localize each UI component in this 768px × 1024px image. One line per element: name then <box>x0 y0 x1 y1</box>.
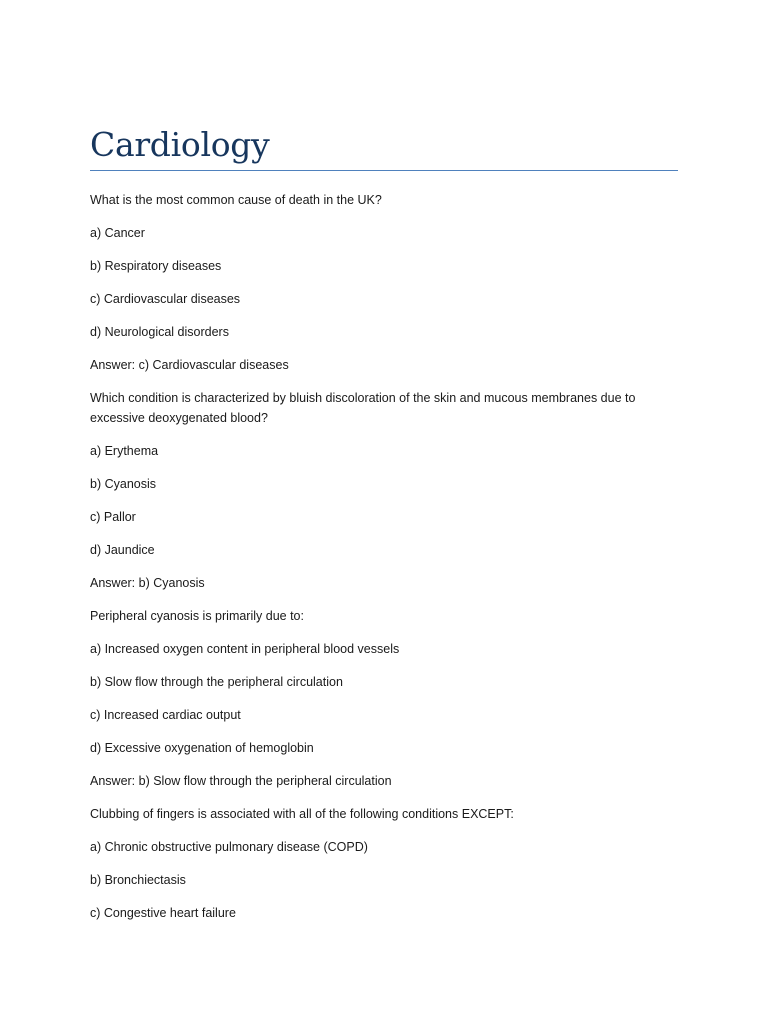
question-2-option-c: c) Pallor <box>90 510 136 524</box>
question-3-option-d: d) Excessive oxygenation of hemoglobin <box>90 741 314 755</box>
title-underline <box>90 170 678 171</box>
question-3-answer: Answer: b) Slow flow through the peripheral circulation <box>90 774 392 788</box>
page-title: Cardiology <box>90 125 270 164</box>
question-2-option-d: d) Jaundice <box>90 543 155 557</box>
question-1-option-b: b) Respiratory diseases <box>90 259 222 273</box>
question-1-option-d: d) Neurological disorders <box>90 325 229 339</box>
question-2-answer: Answer: b) Cyanosis <box>90 576 205 590</box>
question-1-option-c: c) Cardiovascular diseases <box>90 292 241 306</box>
question-4: Clubbing of fingers is associated with all of the following conditions EXCEPT: <box>90 807 514 821</box>
question-4-option-c: c) Congestive heart failure <box>90 906 236 920</box>
question-3-option-b: b) Slow flow through the peripheral circulation <box>90 675 343 689</box>
question-2-option-b: b) Cyanosis <box>90 477 156 491</box>
question-1: What is the most common cause of death in the UK? <box>90 193 382 207</box>
document-body <box>90 190 678 936</box>
question-1-answer: Answer: c) Cardiovascular diseases <box>90 358 289 372</box>
question-4-option-b: b) Bronchiectasis <box>90 873 186 887</box>
question-1-option-a: a) Cancer <box>90 226 145 240</box>
question-3: Peripheral cyanosis is primarily due to: <box>90 609 304 623</box>
question-2: Which condition is characterized by bluish discoloration of the skin and mucous membranes due to excessive deoxygenated blood? <box>90 391 636 425</box>
question-3-option-c: c) Increased cardiac output <box>90 708 241 722</box>
question-2-option-a: a) Erythema <box>90 444 159 458</box>
question-3-option-a: a) Increased oxygen content in peripheral blood vessels <box>90 642 400 656</box>
question-4-option-a: a) Chronic obstructive pulmonary disease (COPD) <box>90 840 368 854</box>
